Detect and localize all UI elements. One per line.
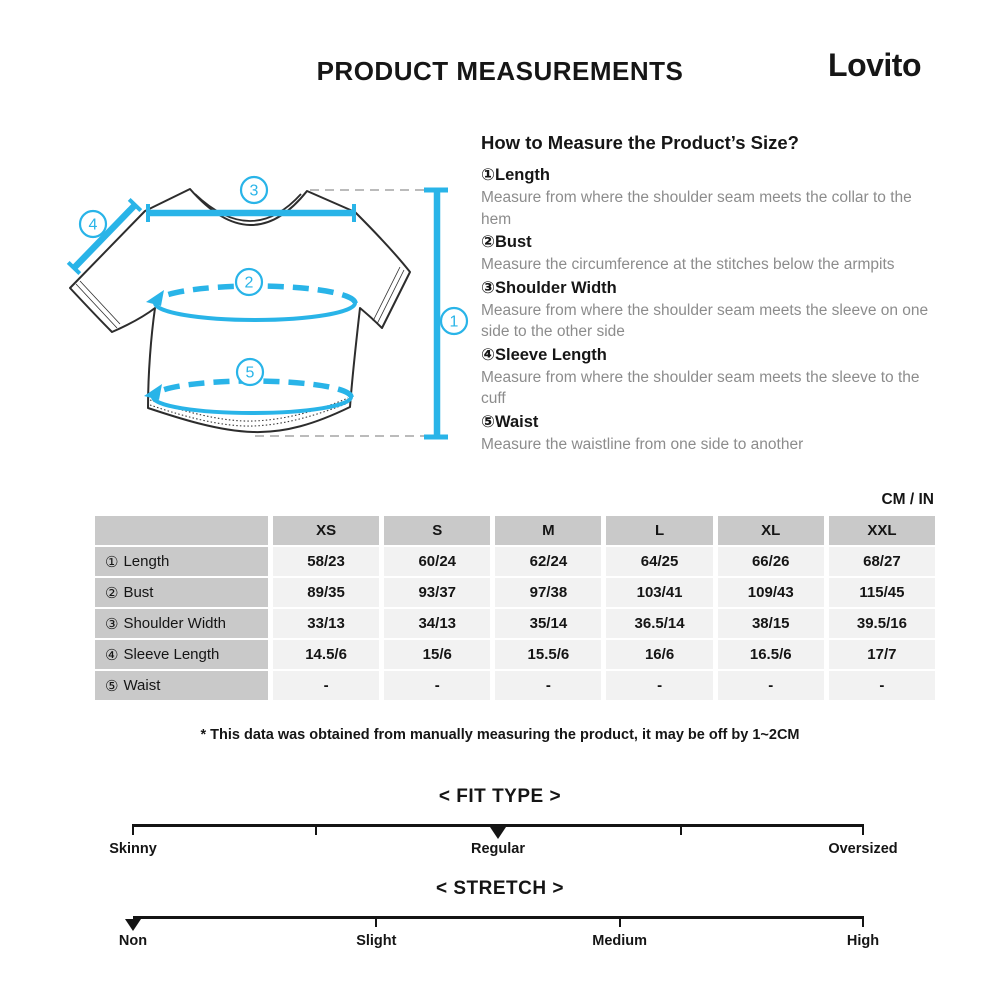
row-title: Length — [123, 553, 170, 570]
item-num: ② — [481, 233, 495, 251]
slider-tick — [619, 916, 621, 927]
table-cell: 60/24 — [384, 547, 490, 576]
table-row-label-bust — [95, 578, 268, 607]
measure-item — [481, 343, 939, 410]
units-label: CM / IN — [881, 491, 934, 508]
table-cell: - — [606, 671, 712, 700]
table-header-l: L — [606, 516, 712, 545]
item-num: ④ — [481, 345, 495, 364]
stretch-marker — [125, 919, 141, 931]
table-row-label-waist — [95, 671, 268, 700]
stretch-label-non: Non — [118, 933, 148, 949]
item-num: ⑤ — [481, 412, 495, 431]
table-cell: 66/26 — [718, 547, 824, 576]
measure-item-desc: Measure from where the shoulder seam meets the sleeve to the cuff — [481, 368, 920, 407]
table-cell: 103/41 — [606, 578, 712, 607]
measure-item — [481, 276, 939, 343]
table-header-m: M — [495, 516, 601, 545]
table-corner-cell — [95, 516, 268, 545]
how-to-heading: How to Measure the Product’s Size? — [481, 132, 799, 153]
shirt-outline — [70, 189, 410, 432]
slider-track — [133, 916, 863, 919]
row-title: Shoulder Width — [123, 615, 227, 632]
fit-type-label-oversized: Oversized — [828, 841, 898, 857]
row-num: ③ — [105, 615, 119, 633]
how-to-section — [481, 132, 939, 455]
fit-type-label-regular: Regular — [471, 841, 525, 857]
table-cell: 16.5/6 — [718, 640, 824, 669]
slider-tick — [680, 824, 682, 835]
item-title: Length — [494, 166, 550, 184]
annotation-number-5: 5 — [245, 364, 255, 382]
table-cell: 16/6 — [606, 640, 712, 669]
footnote: * This data was obtained from manually measuring the product, it may be off by 1~2CM — [200, 727, 800, 743]
fit-type-title: < FIT TYPE > — [438, 786, 562, 807]
item-num: ① — [481, 166, 495, 184]
annotation-number-2: 2 — [244, 274, 254, 292]
table-row-label-length — [95, 547, 268, 576]
table-cell: 109/43 — [718, 578, 824, 607]
row-title: Bust — [123, 584, 154, 601]
slider-tick — [375, 916, 377, 927]
item-title: Waist — [494, 412, 539, 431]
table-cell: - — [718, 671, 824, 700]
table-cell: 97/38 — [495, 578, 601, 607]
stretch-title: < STRETCH > — [436, 878, 564, 899]
measure-item-label — [481, 343, 939, 367]
table-cell: 36.5/14 — [606, 609, 712, 638]
measure-item — [481, 163, 939, 230]
table-cell: - — [829, 671, 935, 700]
measure-item-label — [481, 230, 939, 254]
table-cell: 15/6 — [384, 640, 490, 669]
tshirt-measurement-diagram — [60, 160, 480, 460]
table-header-xs: XS — [273, 516, 379, 545]
table-header-s: S — [384, 516, 490, 545]
row-num: ② — [105, 584, 119, 602]
table-row-label-shoulder-width — [95, 609, 268, 638]
fit-type-label-skinny: Skinny — [109, 841, 157, 857]
item-title: Sleeve Length — [494, 345, 607, 364]
measure-item-desc: Measure the waistline from one side to another — [481, 435, 804, 453]
measure-item-label — [481, 276, 939, 300]
measure-item-desc: Measure from where the shoulder seam meets the sleeve on one side to the other side — [481, 301, 929, 340]
item-num: ③ — [481, 278, 495, 297]
table-cell: 35/14 — [495, 609, 601, 638]
row-title: Sleeve Length — [123, 646, 220, 663]
item-title: Bust — [494, 233, 532, 251]
table-header-xxl: XXL — [829, 516, 935, 545]
table-cell: 58/23 — [273, 547, 379, 576]
row-num: ⑤ — [105, 677, 119, 695]
stretch-slider — [118, 916, 880, 966]
table-cell: - — [273, 671, 379, 700]
annotation-number-1: 1 — [449, 313, 459, 331]
table-row-label-sleeve-length — [95, 640, 268, 669]
table-cell: 89/35 — [273, 578, 379, 607]
table-cell: 15.5/6 — [495, 640, 601, 669]
row-title: Waist — [123, 677, 161, 694]
measure-item-label — [481, 410, 939, 434]
stretch-label-slight: Slight — [356, 933, 397, 949]
fit-type-slider — [109, 824, 898, 874]
measure-item — [481, 410, 939, 456]
slider-tick — [315, 824, 317, 835]
table-cell: 62/24 — [495, 547, 601, 576]
measure-item-label — [481, 163, 939, 187]
table-cell: 33/13 — [273, 609, 379, 638]
measure-item — [481, 230, 939, 276]
table-cell: 115/45 — [829, 578, 935, 607]
slider-tick — [862, 916, 864, 927]
table-cell: 38/15 — [718, 609, 824, 638]
row-num: ① — [105, 553, 119, 571]
table-header-xl: XL — [718, 516, 824, 545]
table-cell: 17/7 — [829, 640, 935, 669]
stretch-label-medium: Medium — [592, 933, 648, 949]
table-cell: 93/37 — [384, 578, 490, 607]
table-cell: 64/25 — [606, 547, 712, 576]
stretch-label-high: High — [846, 933, 880, 949]
measure-item-desc: Measure from where the shoulder seam meets the collar to the hem — [481, 189, 912, 228]
page-title: PRODUCT MEASUREMENTS — [316, 56, 684, 86]
table-cell: 39.5/16 — [829, 609, 935, 638]
size-table — [95, 516, 935, 700]
slider-tick — [862, 824, 864, 835]
item-title: Shoulder Width — [494, 278, 617, 297]
table-cell: 14.5/6 — [273, 640, 379, 669]
table-cell: - — [384, 671, 490, 700]
table-cell: 68/27 — [829, 547, 935, 576]
annotation-number-3: 3 — [249, 182, 259, 200]
slider-tick — [132, 824, 134, 835]
row-num: ④ — [105, 646, 119, 664]
brand-logo: Lovito — [828, 47, 921, 83]
table-cell: 34/13 — [384, 609, 490, 638]
table-cell: - — [495, 671, 601, 700]
measure-item-desc: Measure the circumference at the stitches below the armpits — [481, 256, 895, 273]
annotation-number-4: 4 — [88, 216, 98, 234]
fit-type-marker — [490, 827, 506, 839]
